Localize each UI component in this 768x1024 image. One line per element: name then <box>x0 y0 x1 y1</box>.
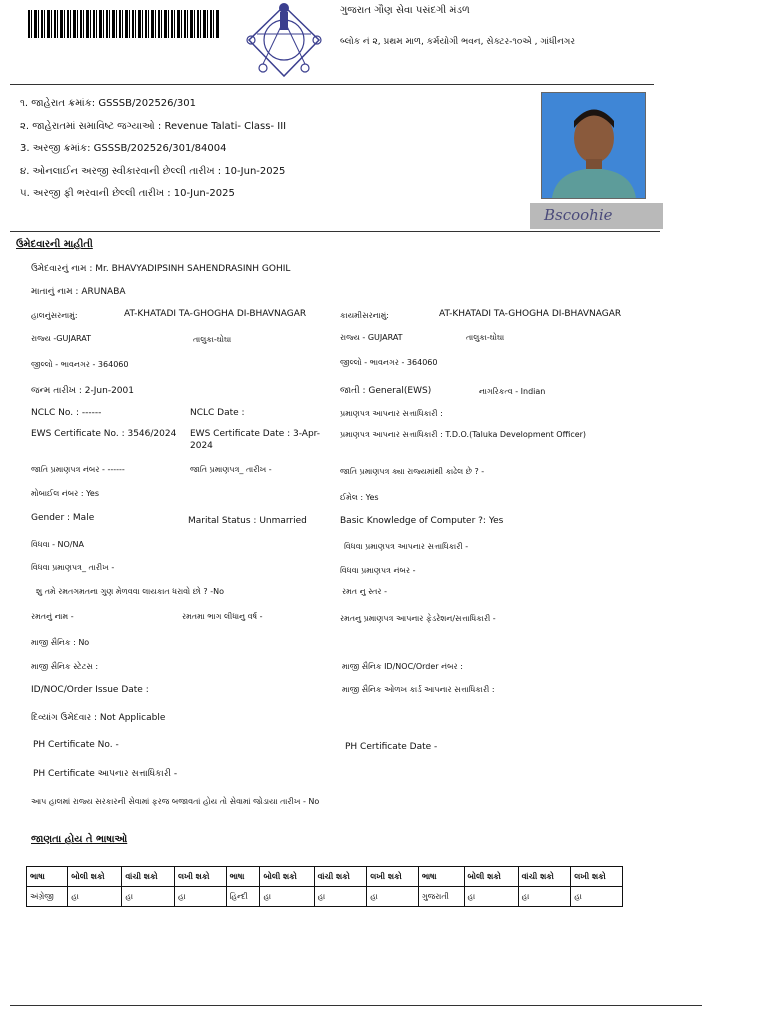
header-cell: લખી શકો <box>571 867 623 887</box>
sport-certificate-authority: રમતનુ પ્રમાણપત્ર આપનાર ફેડરેશન/સત્તાધિકારી - <box>340 614 496 623</box>
caste: જાતી : General(EWS) <box>340 386 432 396</box>
permanent-address: AT-KHATADI TA-GHOGHA DI-BHAVNAGAR <box>439 309 622 319</box>
mother-name: માતાનું નામ : ARUNABA <box>31 287 126 297</box>
languages-table <box>26 866 623 907</box>
table-cell: હા <box>571 887 623 907</box>
header-divider <box>10 84 654 85</box>
ph-certificate-date: PH Certificate Date - <box>345 742 438 752</box>
header-cell: વાંચી શકો <box>314 867 367 887</box>
table-cell: હા <box>260 887 314 907</box>
taluka-left: તાલુકા-ઘોઘા <box>193 335 232 344</box>
ews-certificate-number: EWS Certificate No. : 3546/2024 <box>31 429 177 439</box>
org-name: ગુજરાત ગૌણ સેવા પસંદગી મંડળ <box>340 5 470 16</box>
district-right: જીલ્લો - ભાવનગર - 364060 <box>340 358 438 367</box>
ews-certificate-date-year: 2024 <box>190 441 213 451</box>
signature-text: Bscoohie <box>544 206 613 224</box>
nclc-date: NCLC Date : <box>190 408 245 418</box>
header-cell: ભાષા <box>27 867 68 887</box>
footer-divider <box>10 1005 702 1006</box>
nclc-number: NCLC No. : ------ <box>31 408 102 418</box>
ex-serviceman-card-authority: માજી સૈનિક ઓળખ કાર્ડ આપનાર સત્તાધિકારી : <box>342 685 495 694</box>
header-cell: બોલી શકો <box>68 867 122 887</box>
mobile: મોબાઈલ નંબર : Yes <box>31 489 100 498</box>
widow-certificate-number: વિધવા પ્રમાણપત્ર નંબર - <box>340 566 416 575</box>
gender: Gender : Male <box>31 513 95 523</box>
widow: વિધવા - NO/NA <box>31 540 84 549</box>
table-cell: હિન્દી <box>226 887 260 907</box>
sports-level: રમત નુ સ્તર - <box>342 587 387 596</box>
section-candidate-title: ઉમેદવારની માહીતી <box>16 239 93 250</box>
date-of-birth: જન્મ તારીખ : 2-Jun-2001 <box>31 386 134 396</box>
caste-certificate-state: જાતિ પ્રમાણપત્ર ક્યા રાજ્યમાંથી કાઢેલ છે ? - <box>340 467 485 476</box>
taluka-right: તાલુકા-ઘોઘા <box>466 333 505 342</box>
candidate-name: ઉમેદવારનું નામ : Mr. BHAVYADIPSINH SAHENDRASINH GOHIL <box>31 264 291 274</box>
table-cell: હા <box>367 887 419 907</box>
computer-knowledge: Basic Knowledge of Computer ?: Yes <box>340 516 504 526</box>
email: ઈમેલ : Yes <box>340 493 379 502</box>
table-cell: હા <box>314 887 367 907</box>
ex-serviceman-status: માજી સૈનિક સ્ટેટસ : <box>31 662 99 671</box>
nationality: નાગરિકત્વ - Indian <box>479 387 546 396</box>
table-cell: ગુજરાતી <box>418 887 464 907</box>
table-cell: હા <box>174 887 226 907</box>
certificate-authority-2: પ્રમાણપત્ર આપનાર સત્તાધિકારી : T.D.O.(Taluka Development Officer) <box>340 430 587 439</box>
header-cell: વાંચી શકો <box>518 867 571 887</box>
post-name: ૨. જાહેરાતમાં સમાવિષ્ટ જગ્યાઓ : Revenue Talati- Class- III <box>20 121 287 132</box>
fee-last-date: ૫. અરજી ફી ભરવાની છેલ્લી તારીખ : 10-Jun-2025 <box>20 188 235 199</box>
sport-name: રમતનું નામ - <box>31 612 74 621</box>
languages-header-row <box>27 867 623 887</box>
table-cell: હા <box>122 887 175 907</box>
header-cell: બોલી શકો <box>260 867 314 887</box>
advertisement-number: ૧. જાહેરાત ક્રમાંક: GSSSB/202526/301 <box>20 98 196 109</box>
sport-year: રમતમા ભાગ લીધાનુ વર્ષ - <box>182 612 263 621</box>
table-row <box>27 887 623 907</box>
current-address: AT-KHATADI TA-GHOGHA DI-BHAVNAGAR <box>124 309 307 319</box>
table-cell: હા <box>68 887 122 907</box>
candidate-photo <box>541 92 646 199</box>
last-date: ૪. ઓનલાઈન અરજી સ્વીકારવાની છેલ્લી તારીખ : 10-Jun-2025 <box>20 166 286 177</box>
application-number: 3. અરજી ક્રમાંક: GSSSB/202526/301/84004 <box>20 143 227 154</box>
board-logo-icon <box>243 0 325 80</box>
sports-question: શુ તમે રમતગમતના ગુણ મેળવવા લાયકાત ધરાવો છો ? -No <box>36 587 224 596</box>
section-divider <box>10 231 660 232</box>
ews-certificate-date: EWS Certificate Date : 3-Apr- <box>190 429 321 439</box>
permanent-address-label: કાયમીસરનામું: <box>340 311 389 320</box>
table-cell: અંગ્રેજી <box>27 887 68 907</box>
header-cell: ભાષા <box>226 867 260 887</box>
barcode <box>28 10 220 38</box>
state-left: રાજ્ય -GUJARAT <box>31 334 92 343</box>
government-service: આપ હાલમાં રાજ્ય સરકારની સેવામાં ફરજ બજાવતાં હોય તો સેવામાં જોડાયા તારીખ - No <box>31 797 320 806</box>
current-address-label: હાલનુંસરનામું: <box>31 311 78 320</box>
ex-serviceman: માજી સૈનિક : No <box>31 638 90 647</box>
district-left: જીલ્લો - ભાવનગર - 364060 <box>31 360 129 369</box>
section-languages-title: જાણતા હોય તે ભાષાઓ <box>31 834 128 845</box>
ex-serviceman-id: માજી સૈનિક ID/NOC/Order નંબર : <box>342 662 463 671</box>
marital-status: Marital Status : Unmarried <box>188 516 307 526</box>
candidate-signature <box>530 203 663 229</box>
widow-certificate-authority: વિધવા પ્રમાણપત્ર આપનાર સત્તાધિકારી - <box>344 542 469 551</box>
header-cell: બોલી શકો <box>464 867 518 887</box>
header-cell: ભાષા <box>418 867 464 887</box>
table-cell: હા <box>518 887 571 907</box>
state-right: રાજ્ય - GUJARAT <box>340 333 403 342</box>
header-cell: લખી શકો <box>174 867 226 887</box>
certificate-authority-1: પ્રમાણપત્ર આપનાર સત્તાધિકારી : <box>340 409 443 418</box>
widow-certificate-date: વિધવા પ્રમાણપત્ર_ તારીખ - <box>31 563 115 572</box>
table-cell: હા <box>464 887 518 907</box>
order-issue-date: ID/NOC/Order Issue Date : <box>31 685 149 695</box>
caste-certificate-number: જાતિ પ્રમાણપત્ર નંબર - ------ <box>31 465 125 474</box>
header-cell: વાંચી શકો <box>122 867 175 887</box>
header-cell: લખી શકો <box>367 867 419 887</box>
disabled-candidate: દિવ્યાંગ ઉમેદવાર : Not Applicable <box>31 713 166 723</box>
caste-certificate-date: જાતિ પ્રમાણપત્ર_ તારીખ - <box>190 465 272 474</box>
ph-certificate-authority: PH Certificate આપનાર સત્તાધિકારી - <box>33 769 178 779</box>
org-address: બ્લોક નં ૨, પ્રથમ માળ, કર્મયોગી ભવન, સેક્ટર-૧૦એ , ગાંધીનગર <box>340 37 575 47</box>
ph-certificate-number: PH Certificate No. - <box>33 740 119 750</box>
